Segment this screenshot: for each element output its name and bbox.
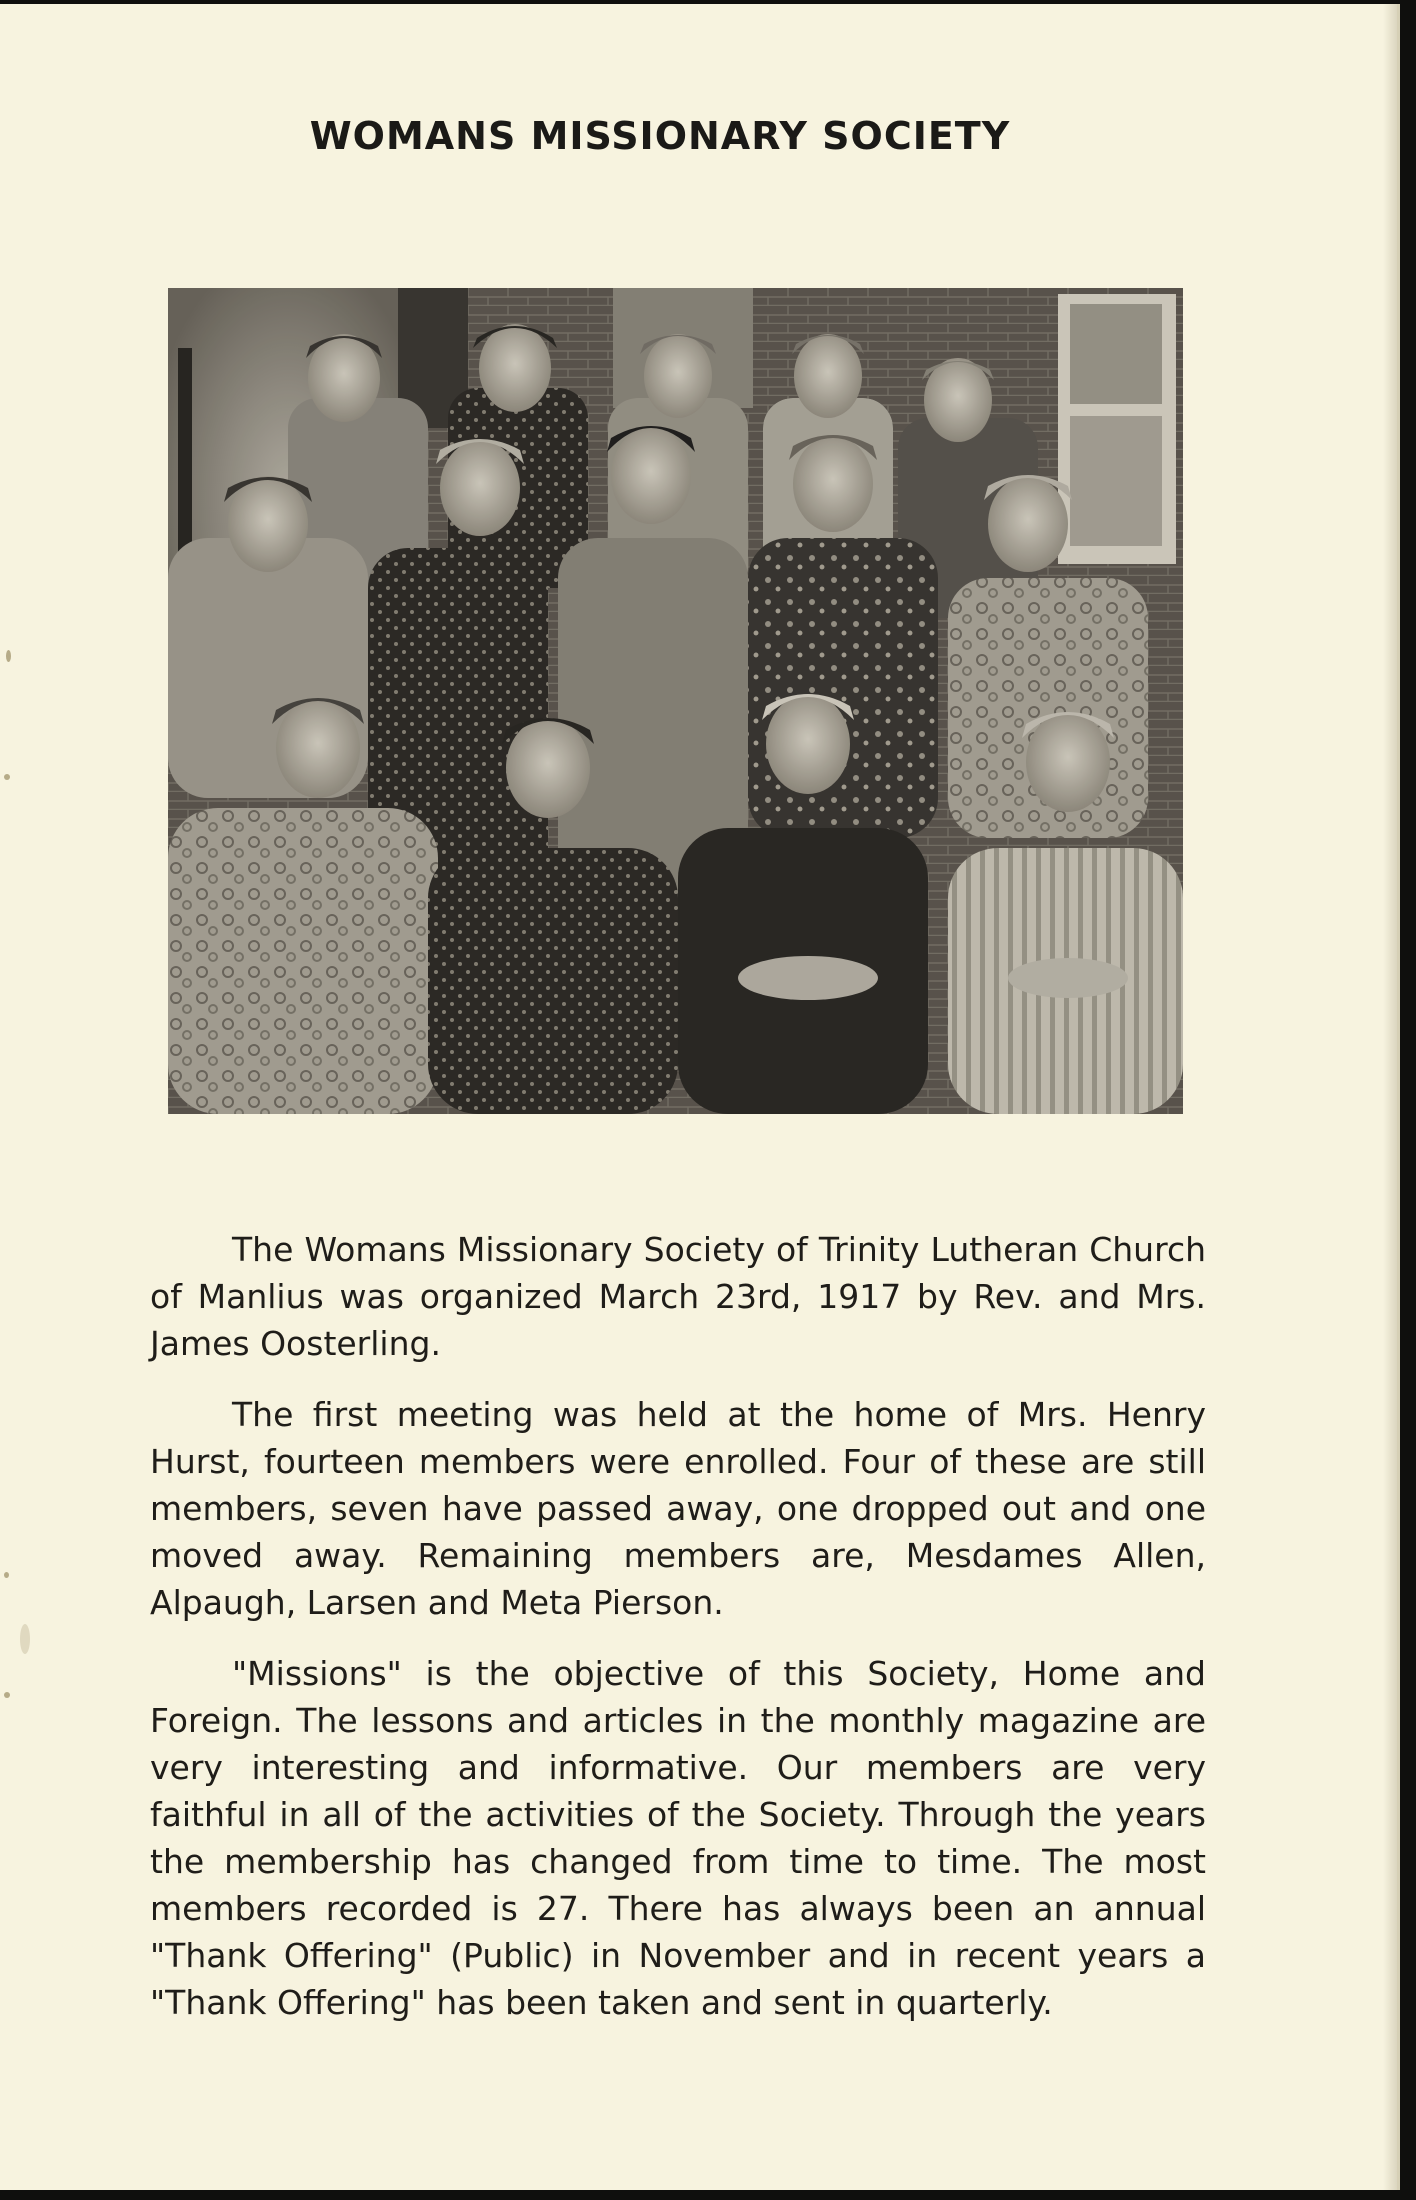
paragraph: The first meeting was held at the home of Mrs. Henry Hurst, fourteen members were enrolled. Four of these are still members, seven have passed away, one dropped out and one moved away. Remaining members are, Mesdames Allen, Alpaugh, Larsen and Meta Pierson. bbox=[150, 1395, 1206, 1622]
body-text bbox=[150, 1226, 1206, 2050]
paragraph: "Missions" is the objective of this Society, Home and Foreign. The lessons and articles in the monthly magazine are very interesting and informative. Our members are very faithful in all of the activities of the Society. Through the years the membership has changed from time to time. The most members recorded is 27. There has always been an annual "Thank Offering" (Public) in November and in recent years a "Thank Offering" has been taken and sent in quarterly. bbox=[150, 1654, 1206, 2022]
margin-mark bbox=[20, 1624, 30, 1654]
paragraph: The Womans Missionary Society of Trinity Lutheran Church of Manlius was organized March 23rd, 1917 by Rev. and Mrs. James Oosterling. bbox=[150, 1230, 1206, 1363]
margin-mark bbox=[6, 650, 11, 662]
page-title: WOMANS MISSIONARY SOCIETY bbox=[309, 114, 1011, 158]
page-edge-shadow bbox=[1383, 4, 1397, 2190]
group-photo-illustration bbox=[168, 288, 1183, 1114]
group-photo bbox=[168, 288, 1183, 1114]
margin-mark bbox=[4, 1572, 9, 1578]
margin-mark bbox=[4, 1692, 10, 1698]
margin-mark bbox=[4, 774, 10, 780]
document-page bbox=[0, 4, 1400, 2190]
